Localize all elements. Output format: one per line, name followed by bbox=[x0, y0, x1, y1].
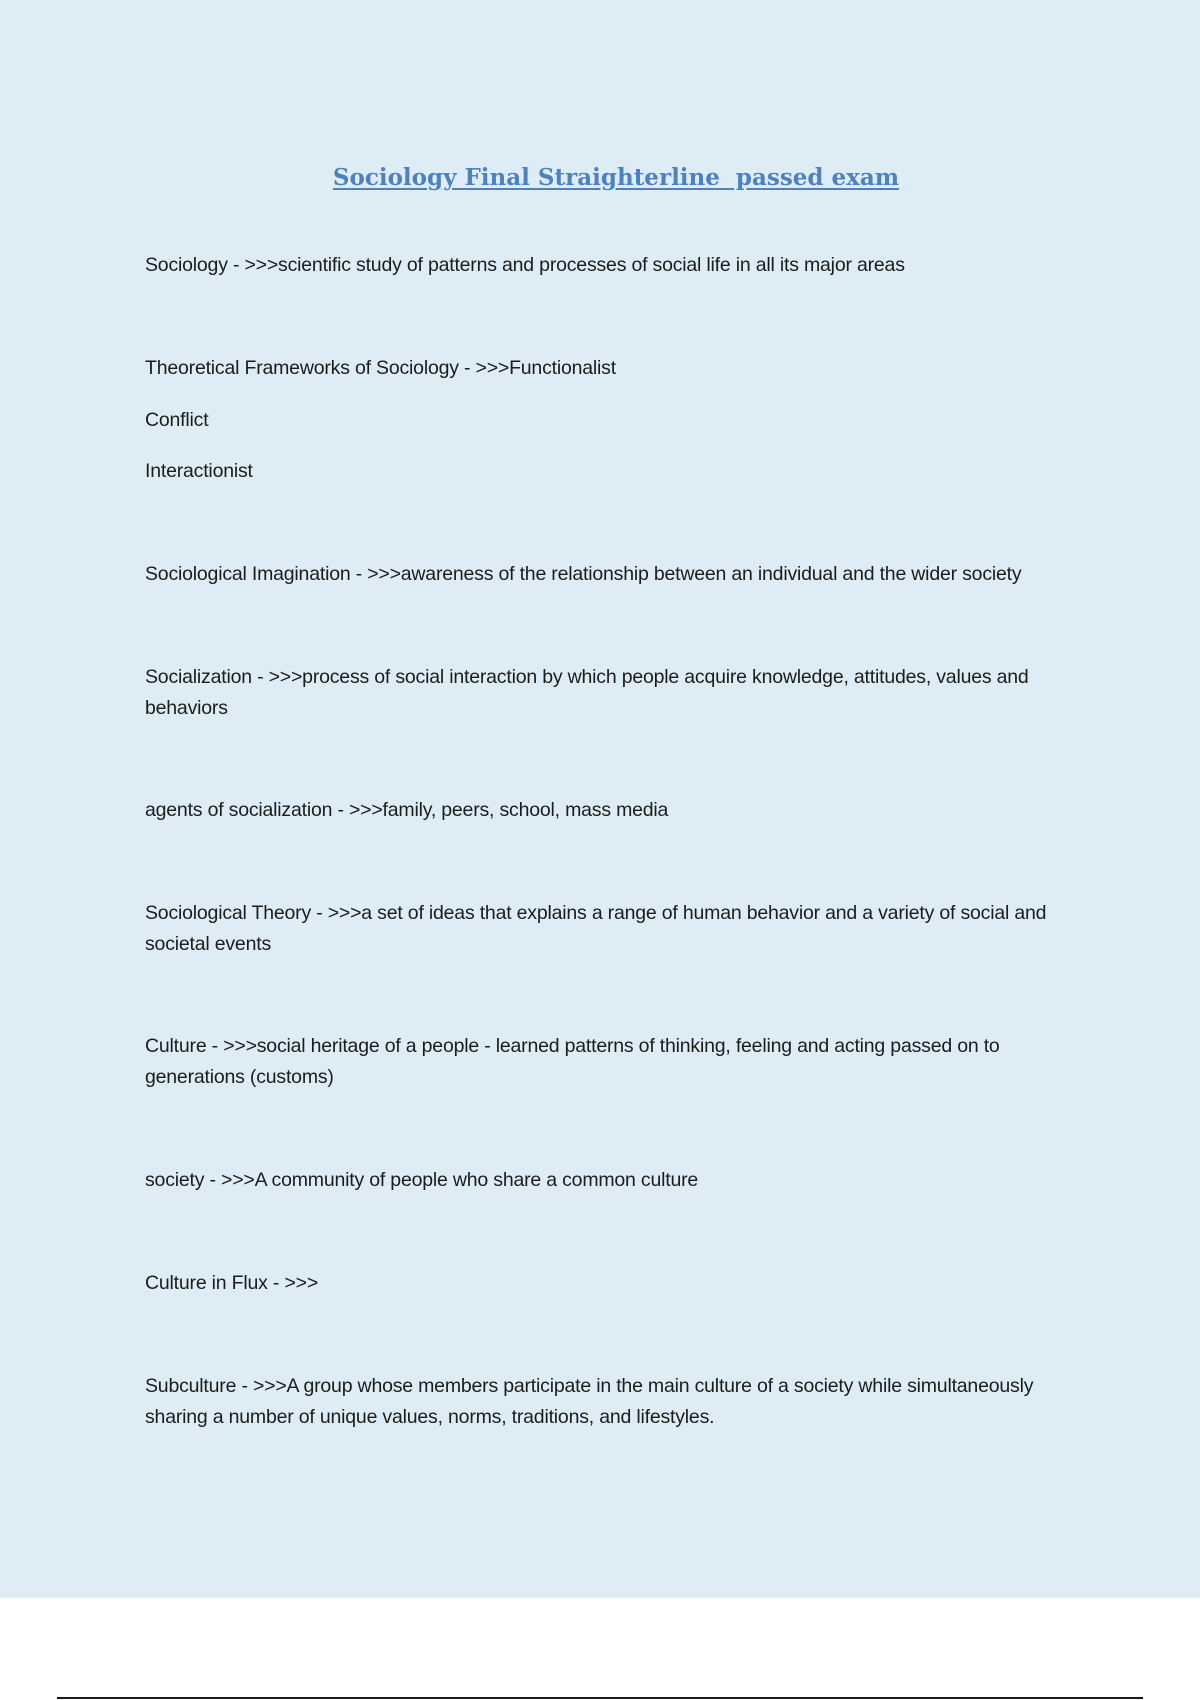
document-title: Sociology Final Straighterline passed exam bbox=[332, 164, 900, 191]
list-item-interactionist: Interactionist bbox=[145, 460, 253, 482]
definition-society: society - >>>A community of people who share a common culture bbox=[145, 1169, 699, 1191]
list-item-conflict: Conflict bbox=[145, 409, 209, 431]
definition-socialization: Socialization - >>>process of social interaction by which people acquire knowledge, attitudes, values and behaviors bbox=[145, 666, 1029, 719]
definition-sociology: Sociology - >>>scientific study of patterns and processes of social life in all its major areas bbox=[145, 254, 905, 276]
definition-culture: Culture - >>>social heritage of a people - learned patterns of thinking, feeling and acting passed on to generations (customs) bbox=[145, 1035, 1000, 1088]
definition-agents-of-socialization: agents of socialization - >>>family, peers, school, mass media bbox=[145, 799, 669, 821]
definition-subculture: Subculture - >>>A group whose members participate in the main culture of a society while simultaneously sharing a number of unique values, norms, traditions, and lifestyles. bbox=[145, 1375, 1034, 1428]
footer-divider bbox=[57, 1697, 1143, 1699]
definition-sociological-imagination: Sociological Imagination - >>>awareness of the relationship between an individual and the wider society bbox=[145, 563, 1022, 585]
definition-theoretical-frameworks: Theoretical Frameworks of Sociology - >>>Functionalist bbox=[145, 357, 616, 379]
definition-culture-in-flux: Culture in Flux - >>> bbox=[145, 1272, 319, 1294]
definition-sociological-theory: Sociological Theory - >>>a set of ideas that explains a range of human behavior and a variety of social and societal events bbox=[145, 902, 1047, 955]
